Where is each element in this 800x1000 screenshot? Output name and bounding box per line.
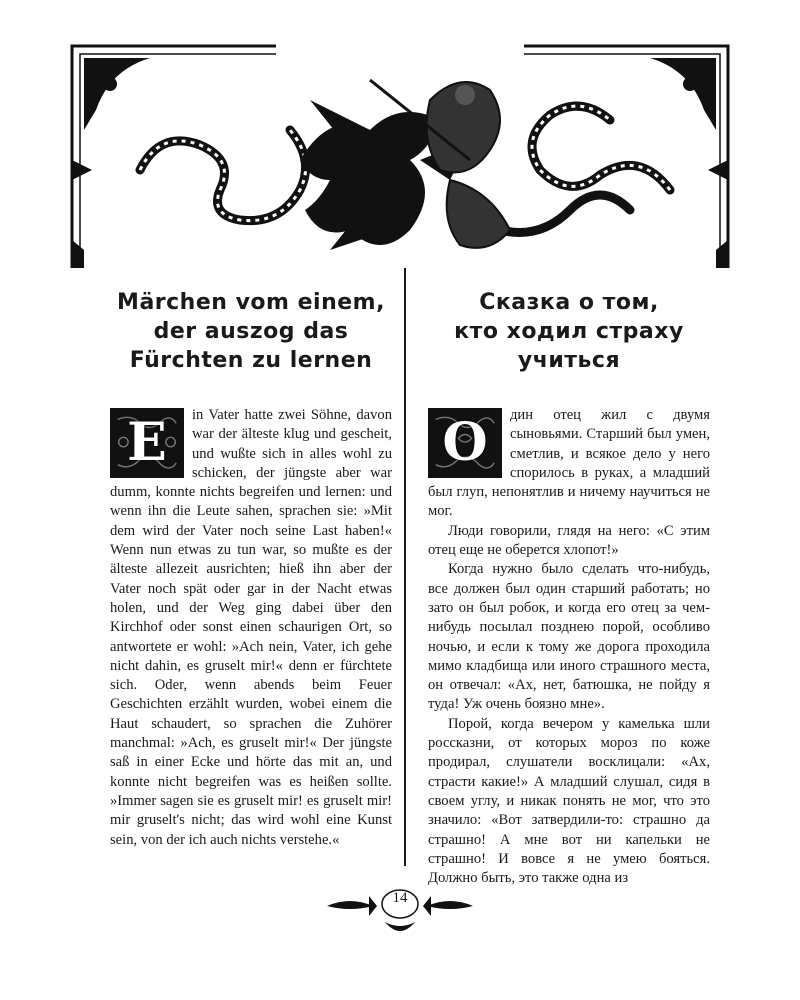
russian-title-line: Сказка о том, bbox=[479, 290, 659, 315]
russian-paragraph: Когда нужно было сделать что-нибудь, все должен был один старший работать; но зато он был робок, и когда его отец за чем-нибудь посылал позднею порой, особливо ночью, и если к тому же дорога проходила мимо кладбища или иного страшного места, он отвечал: «Ах, нет, батюшка, не пойду я туда! Уж очень боязно мне». bbox=[428, 561, 710, 713]
german-body bbox=[110, 406, 392, 850]
russian-paragraph: Люди говорили, глядя на него: «С этим отец еще не оберется хлопот!» bbox=[428, 522, 710, 559]
german-dropcap bbox=[110, 408, 184, 478]
russian-title-line: кто ходил страху bbox=[454, 319, 684, 344]
russian-paragraph: дин отец жил с двумя сыновьями. Старший был умен, сметлив, и всякое дело у него спорилось в руках, а младший был глуп, непонятлив и ничему научиться не мог. bbox=[428, 407, 710, 520]
german-paragraph: in Vater hatte zwei Söhne, davon war der älteste klug und gescheit, und wußte sich in alles wohl zu schicken, der jüngste aber war dumm, konnte nichts begreifen und lernen: und wenn ihn die Leute sahen, sprachen sie: »Mit dem wird der Vater noch seine Last haben!« Wenn nun etwas zu tun war, so mußte es der älteste allezeit ausrichten; hieß ihn aber der Vater noch spät oder gar in der Nacht etwas holen, und der Weg ging dabei über den Kirchhof oder sonst einen schaurigen Ort, so antwortete er wohl: »Ach nein, Vater, ich gehe nicht dahin, es gruselt mir!« denn er fürchtete sich. Oder, wenn abends beim Feuer Geschichten erzählt wurden, wobei einem die Haut schaudert, so sprachen die Zuhörer manchmal: »Ach, es gruselt mir!« Der jüngste saß in einer Ecke und hörte das mit an, und konnte nicht begreifen was es heißen sollte. »Immer sagen sie es gruselt mir! es gruselt mir! mir gruselt's nicht; das wird wohl eine Kunst sein, von der ich auch nichts verstehe.« bbox=[110, 407, 392, 848]
german-column bbox=[110, 280, 392, 850]
german-title-line: Märchen vom einem, bbox=[117, 290, 385, 315]
german-title bbox=[110, 288, 392, 378]
russian-title-line: учиться bbox=[517, 348, 621, 373]
german-title-line: Fürchten zu lernen bbox=[129, 348, 373, 373]
column-divider bbox=[404, 268, 406, 866]
russian-dropcap bbox=[428, 408, 502, 478]
page-footer bbox=[325, 882, 475, 942]
german-dropcap-letter: E bbox=[127, 412, 167, 473]
russian-column bbox=[428, 280, 710, 888]
russian-body bbox=[428, 406, 710, 888]
russian-title bbox=[428, 288, 710, 378]
header-illustration-frame bbox=[70, 40, 730, 270]
russian-paragraph: Порой, когда вечером у камелька шли россказни, от которых мороз по коже продирал, слушатели восклицали: «Ах, страсти какие!» А младший слушал, сидя в своем углу, и никак понять не мог, что это значило: «Вот затвердили-то: страшно да страшно! А мне вот ни капельки не страшно! И вовсе я не умею бояться. Должно быть, это также одна из bbox=[428, 715, 710, 887]
page-number: 14 bbox=[392, 890, 408, 906]
russian-dropcap-letter: О bbox=[442, 412, 488, 473]
german-title-line: der auszog das bbox=[153, 319, 349, 344]
